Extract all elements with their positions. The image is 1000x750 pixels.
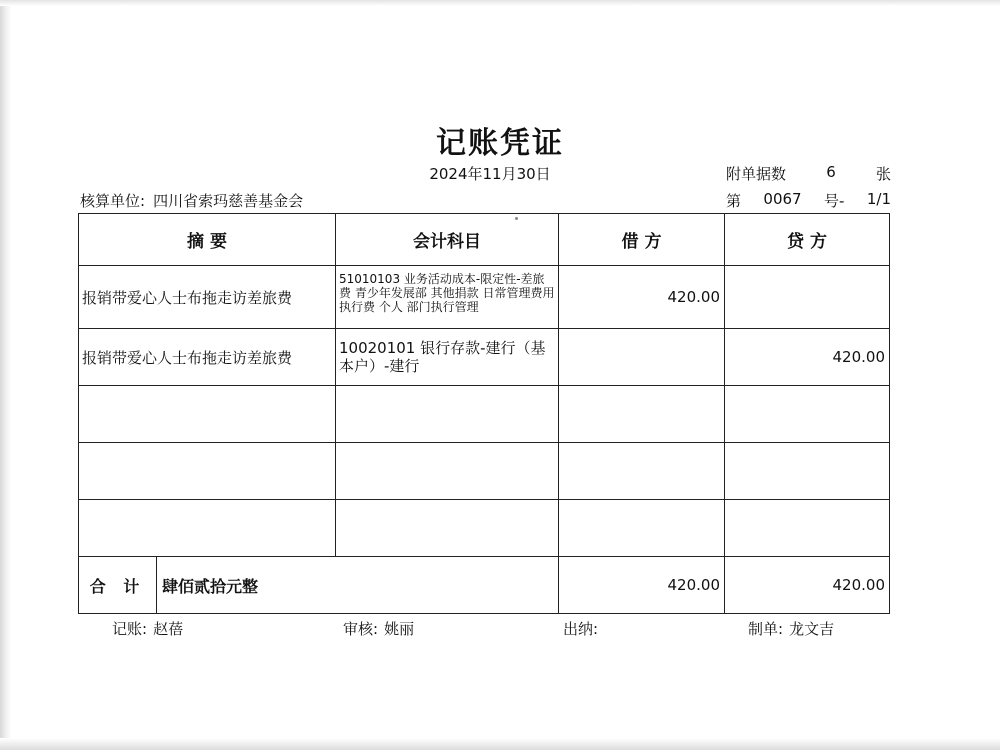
bookkeeper-label: 记账: xyxy=(112,620,148,638)
table-row-empty xyxy=(79,443,890,500)
number-label: 第 xyxy=(726,192,742,210)
header-summary: 摘 要 xyxy=(79,214,336,266)
empty-cell xyxy=(725,443,890,500)
unit-value: 四川省索玛慈善基金会 xyxy=(153,192,304,210)
total-debit: 420.00 xyxy=(559,557,725,614)
number-suffix: 号- xyxy=(824,192,845,210)
empty-cell xyxy=(336,386,559,443)
preparer-label: 制单: xyxy=(748,620,784,638)
empty-cell xyxy=(559,500,725,557)
row-credit: 420.00 xyxy=(725,329,890,386)
empty-cell xyxy=(725,500,890,557)
voucher-table xyxy=(78,213,890,614)
attachments-label: 附单据数 xyxy=(726,165,787,183)
empty-cell xyxy=(725,386,890,443)
table-row xyxy=(79,329,890,386)
empty-cell xyxy=(336,500,559,557)
total-amount-words: 肆佰贰拾元整 xyxy=(157,557,559,614)
row-credit xyxy=(725,266,890,329)
empty-cell xyxy=(559,443,725,500)
total-credit: 420.00 xyxy=(725,557,890,614)
empty-cell xyxy=(79,386,336,443)
table-row xyxy=(79,266,890,329)
scan-edge-bottom xyxy=(0,738,1000,750)
cashier-label: 出纳: xyxy=(563,620,599,638)
total-row xyxy=(79,557,890,614)
signature-preparer xyxy=(748,618,834,639)
total-label: 合 计 xyxy=(79,557,157,614)
page-indicator: 1/1 xyxy=(866,190,891,208)
empty-cell xyxy=(79,500,336,557)
scan-edge-top xyxy=(0,0,1000,6)
attachments-count: 6 xyxy=(826,163,836,181)
empty-cell xyxy=(559,386,725,443)
reviewer-label: 审核: xyxy=(343,620,379,638)
signature-bookkeeper xyxy=(112,618,183,639)
row-debit xyxy=(559,329,725,386)
table-row-empty xyxy=(79,500,890,557)
row-summary: 报销带爱心人士布拖走访差旅费 xyxy=(79,266,336,329)
attachments-unit: 张 xyxy=(875,165,891,183)
signature-cashier xyxy=(563,618,604,639)
accounting-unit xyxy=(80,190,303,211)
voucher-title: 记账凭证 xyxy=(436,126,564,161)
header-debit: 借 方 xyxy=(559,214,725,266)
preparer-name: 龙文吉 xyxy=(789,620,835,638)
bookkeeper-name: 赵蓓 xyxy=(153,620,184,638)
empty-cell xyxy=(79,443,336,500)
voucher-date: 2024年11月30日 xyxy=(429,165,551,183)
attachments-info xyxy=(726,163,891,184)
header-credit: 贷 方 xyxy=(725,214,890,266)
header-account: 会计科目 xyxy=(336,214,559,266)
row-summary: 报销带爱心人士布拖走访差旅费 xyxy=(79,329,336,386)
table-row-empty xyxy=(79,386,890,443)
table-header-row xyxy=(79,214,890,266)
row-account: 51010103 业务活动成本-限定性-差旅费 青少年发展部 其他捐款 日常管理费用 执行费 个人 部门执行管理 xyxy=(336,266,559,329)
unit-label: 核算单位: xyxy=(80,192,146,210)
scan-edge-left xyxy=(0,0,12,750)
signature-reviewer xyxy=(343,618,414,639)
empty-cell xyxy=(336,443,559,500)
voucher-number xyxy=(726,190,891,211)
row-account: 10020101 银行存款-建行（基本户）-建行 xyxy=(336,329,559,386)
row-debit: 420.00 xyxy=(559,266,725,329)
reviewer-name: 姚丽 xyxy=(384,620,415,638)
number-value: 0067 xyxy=(763,190,802,208)
